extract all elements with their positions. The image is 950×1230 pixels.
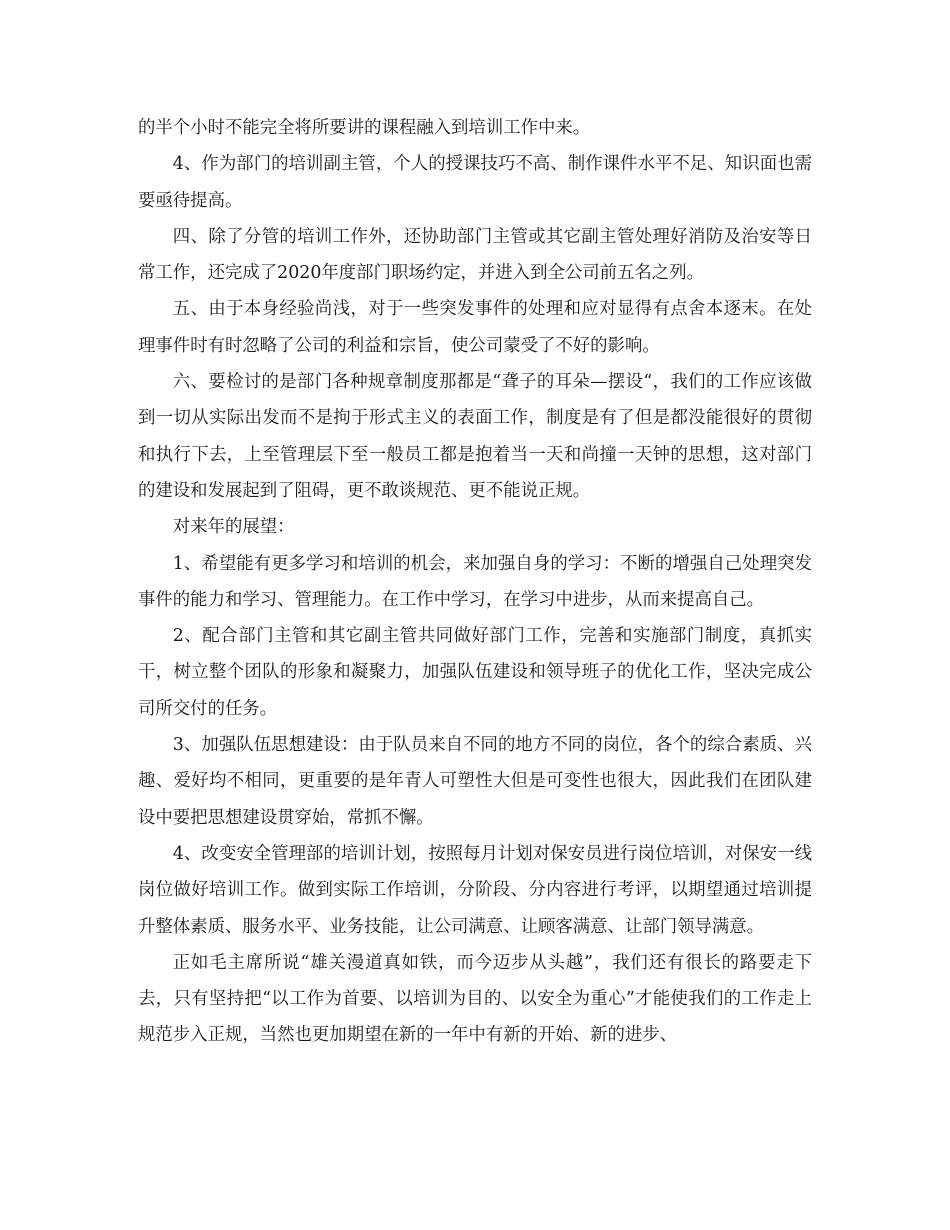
- paragraph-outlook-heading: 对来年的展望：: [172, 517, 295, 538]
- paragraph-outlook-3: 3、加强队伍思想建设：由于队员来自不同的地方不同的岗位，各个的综合素质、兴趣、爱好均不相同，更重要的是年青人可塑性大但是可变性也很大，因此我们在团队建设中要把思想建设贯穿始，常抓不懈。: [138, 735, 812, 828]
- paragraph-outlook-2: 2、配合部门主管和其它副主管共同做好部门工作，完善和实施部门制度，真抓实干，树立整个团队的形象和凝聚力，加强队伍建设和领导班子的优化工作，坚决完成公司所交付的任务。: [138, 626, 812, 719]
- paragraph-outlook-4: 4、改变安全管理部的培训计划，按照每月计划对保安员进行岗位培训，对保安一线岗位做好培训工作。做到实际工作培训，分阶段、分内容进行考评，以期望通过培训提升整体素质、服务水平、业务技能，让公司满意、让顾客满意、让部门领导满意。: [138, 843, 812, 937]
- paragraph-section-6: 六、要检讨的是部门各种规章制度那都是“聋子的耳朵—摆设“，我们的工作应该做到一切从实际出发而不是拘于形式主义的表面工作，制度是有了但是都没能很好的贯彻和执行下去，上至管理层下至一般员工都是抱着当一天和尚撞一天钟的思想，这对部门的建设和发展起到了阻碍，更不敢谈规范、更不能说正规。: [138, 372, 812, 501]
- document-body: [138, 110, 812, 1054]
- paragraph-item-4-trainer-skills: 4、作为部门的培训副主管，个人的授课技巧不高、制作课件水平不足、知识面也需要亟待提高。: [138, 154, 812, 211]
- paragraph-outlook-1: 1、希望能有更多学习和培训的机会，来加强自身的学习：不断的增强自己处理突发事件的能力和学习、管理能力。在工作中学习，在学习中进步，从而来提高自己。: [138, 553, 812, 610]
- paragraph-section-4: 四、除了分管的培训工作外，还协助部门主管或其它副主管处理好消防及治安等日常工作，还完成了2020年度部门职场约定，并进入到全公司前五名之列。: [138, 226, 812, 284]
- paragraph-continuation: 的半个小时不能完全将所要讲的课程融入到培训工作中来。: [138, 118, 591, 138]
- paragraph-section-5: 五、由于本身经验尚浅，对于一些突发事件的处理和应对显得有点舍本逐末。在处理事件时有时忽略了公司的利益和宗旨，使公司蒙受了不好的影响。: [138, 299, 812, 356]
- paragraph-conclusion: 正如毛主席所说“雄关漫道真如铁，而今迈步从头越”，我们还有很长的路要走下去，只有坚持把“以工作为首要、以培训为目的、以安全为重心”才能使我们的工作走上规范步入正规，当然也更加期望在新的一年中有新的开始、新的进步、: [138, 952, 812, 1046]
